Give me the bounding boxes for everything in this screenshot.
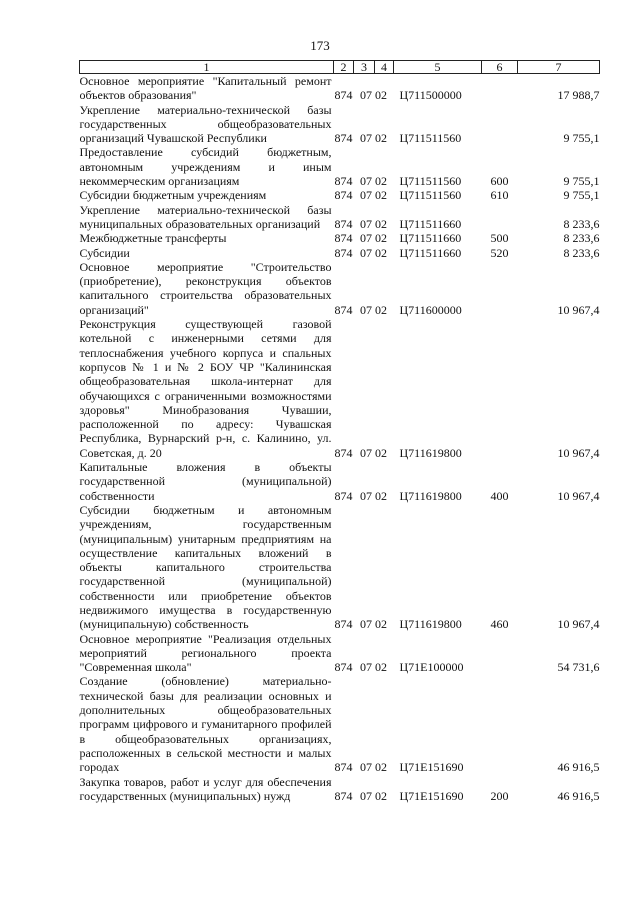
row-admin-code: 874 [334,88,353,103]
header-col-admin: 2 [334,61,354,74]
row-expense-type: 200 [490,788,509,803]
row-target-article: Ц71Е100000 [399,660,464,675]
row-target-article: Ц711500000 [399,88,462,103]
table-row [80,674,600,774]
row-expense-type [482,632,518,675]
table-row [80,503,600,632]
row-target-article: Ц711511560 [399,174,462,189]
row-admin-code: 874 [334,188,353,203]
header-col-csr: 5 [394,61,482,74]
row-section-code: 07 02 [360,231,387,246]
row-amount: 8 233,6 [563,216,600,231]
row-target-article: Ц711511560 [399,131,462,146]
row-name: Субсидии бюджетным учреждениям [79,188,267,203]
row-section-code: 07 02 [360,617,387,632]
header-row [80,61,600,74]
table-row [80,145,600,188]
row-expense-type: 500 [490,231,509,246]
row-admin-code: 874 [334,445,353,460]
row-target-article: Ц711511660 [399,231,462,246]
row-name: Создание (обновление) материально-технической базы для реализации основных и дополнительных общеобразовательных программ цифрового и гуманитарного профилей в общеобразовательных организациях, расположенных в сельской местности и малых городах [79,674,332,775]
row-admin-code: 874 [334,617,353,632]
row-target-article: Ц71Е151690 [399,760,464,775]
row-admin-code: 874 [334,788,353,803]
row-admin-code: 874 [334,760,353,775]
budget-table [79,60,600,803]
table-row [80,775,600,804]
header-col-name: 1 [80,61,334,74]
row-section-code: 07 02 [360,88,387,103]
row-section-code: 07 02 [360,488,387,503]
row-target-article: Ц711600000 [399,302,462,317]
row-section-code: 07 02 [360,131,387,146]
row-target-article: Ц711511660 [399,245,462,260]
header-col-section: 3 [354,61,375,74]
table-row [80,246,600,260]
row-name: Основное мероприятие "Строительство (приобретение), реконструкция объектов капитального строительства образовательных организаций" [79,259,332,317]
table-body [80,74,600,804]
row-name: Закупка товаров, работ и услуг для обеспечения государственных (муниципальных) нужд [79,774,332,803]
row-amount: 46 916,5 [557,788,600,803]
row-section-code: 07 02 [360,445,387,460]
row-name: Укрепление материально-технической базы государственных общеобразовательных организаций Чувашской Республики [79,102,332,146]
row-expense-type [482,317,518,460]
table-row [80,203,600,232]
table-row [80,460,600,503]
row-section-code: 07 02 [360,302,387,317]
header-col-subsection: 4 [375,61,394,74]
header-col-vr: 6 [482,61,518,74]
row-expense-type [482,103,518,146]
row-admin-code: 874 [334,174,353,189]
table-row [80,260,600,317]
row-target-article: Ц711511560 [399,188,462,203]
row-admin-code: 874 [334,660,353,675]
table-row [80,188,600,202]
row-amount: 46 916,5 [557,760,600,775]
row-name: Субсидии бюджетным и автономным учреждениям, государственным (муниципальным) унитарным предприятиям на осуществление капитальных вложений в объекты капитального строительства государственной (муниципальной) собственности или приобретение объектов недвижимого имущества в государственную (муниципальную) собственность [79,502,332,632]
row-amount: 10 967,4 [557,445,600,460]
row-target-article: Ц711619800 [399,445,462,460]
row-amount: 8 233,6 [563,245,600,260]
row-section-code: 07 02 [360,216,387,231]
row-amount: 10 967,4 [557,617,600,632]
table-row [80,231,600,245]
row-target-article: Ц711511660 [399,216,462,231]
row-name: Предоставление субсидий бюджетным, автономным учреждениям и иным некоммерческим организациям [79,145,332,189]
row-admin-code: 874 [334,302,353,317]
table-row [80,103,600,146]
row-target-article: Ц711619800 [399,488,462,503]
header-col-sum: 7 [518,61,600,74]
row-expense-type: 600 [490,174,509,189]
row-admin-code: 874 [334,488,353,503]
row-amount: 10 967,4 [557,488,600,503]
row-expense-type [482,674,518,774]
row-target-article: Ц711619800 [399,617,462,632]
row-expense-type [482,260,518,317]
row-name: Реконструкция существующей газовой котельной с инженерными сетями для теплоснабжения учебного корпуса и спальных корпусов № 1 и № 2 БОУ ЧР "Калининская общеобразовательная школа-интернат для обучающихся с ограниченными возможностями здоровья" Минобразования Чувашии, расположенной по адресу: Чувашская Республика, Вурнарский р-н, с. Калинино, ул. Советская, д. 20 [79,317,332,460]
row-name: Основное мероприятие "Капитальный ремонт объектов образования" [79,74,332,103]
row-target-article: Ц71Е151690 [399,788,464,803]
row-expense-type [482,74,518,103]
table-row [80,632,600,675]
row-admin-code: 874 [334,216,353,231]
row-section-code: 07 02 [360,188,387,203]
row-name: Субсидии [79,245,130,260]
row-name: Капитальные вложения в объекты государственной (муниципальной) собственности [79,460,332,503]
row-expense-type: 460 [490,617,509,632]
row-expense-type: 610 [490,188,509,203]
row-admin-code: 874 [334,231,353,246]
row-section-code: 07 02 [360,174,387,189]
row-section-code: 07 02 [360,788,387,803]
table-row [80,317,600,460]
row-section-code: 07 02 [360,760,387,775]
row-amount: 8 233,6 [563,231,600,246]
row-expense-type: 520 [490,245,509,260]
row-section-code: 07 02 [360,660,387,675]
row-section-code: 07 02 [360,245,387,260]
row-amount: 9 755,1 [563,188,600,203]
row-amount: 10 967,4 [557,302,600,317]
row-name: Межбюджетные трансферты [79,231,227,246]
row-admin-code: 874 [334,131,353,146]
row-amount: 54 731,6 [557,660,600,675]
page-number: 173 [310,38,330,53]
row-amount: 9 755,1 [563,131,600,146]
row-name: Укрепление материально-технической базы муниципальных образовательных организаций [79,202,332,231]
table-row [80,74,600,103]
row-name: Основное мероприятие "Реализация отдельных мероприятий регионального проекта "Современная школа" [79,631,332,675]
row-expense-type [482,203,518,232]
row-amount: 9 755,1 [563,174,600,189]
row-expense-type: 400 [490,488,509,503]
row-amount: 17 988,7 [557,88,600,103]
row-admin-code: 874 [334,245,353,260]
